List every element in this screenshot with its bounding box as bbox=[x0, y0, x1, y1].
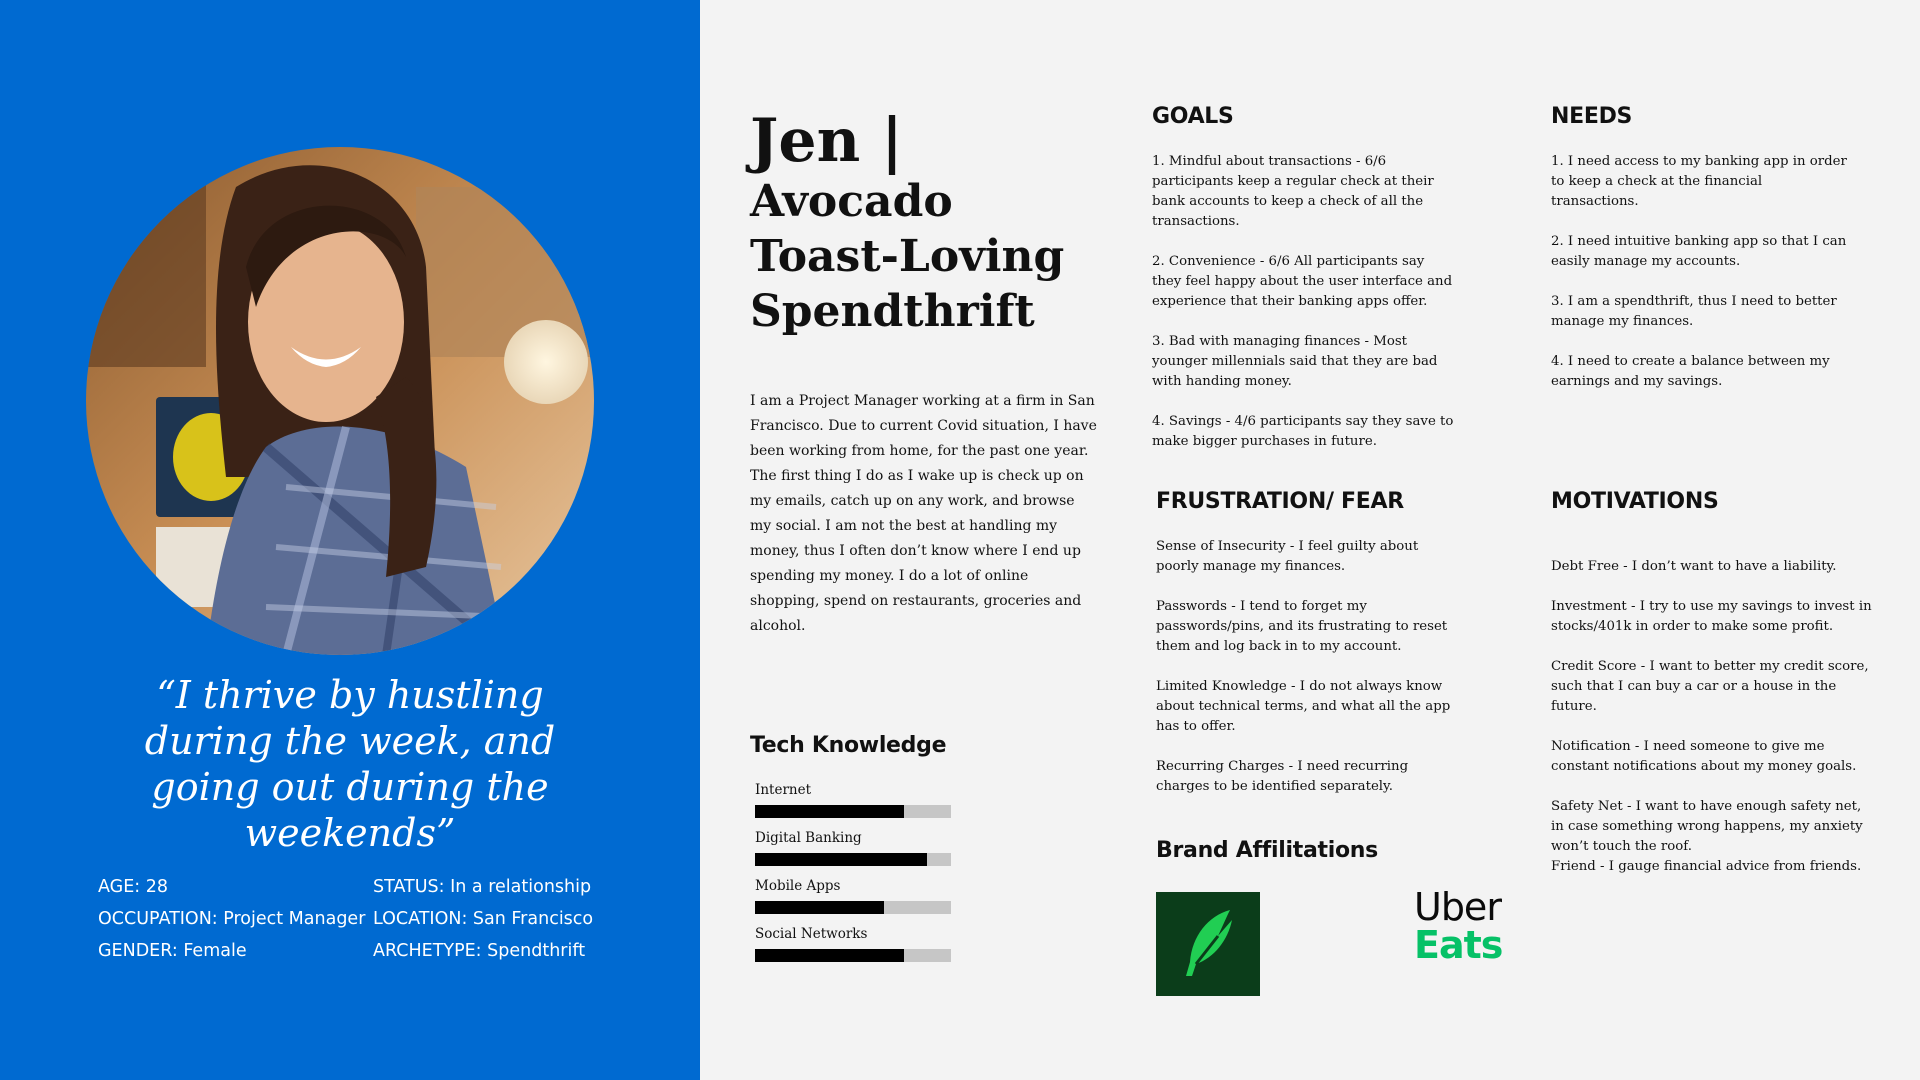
uber-eats-logo bbox=[1414, 885, 1503, 967]
frustration-item: Passwords - I tend to forget my passwords/pins, and its frustrating to reset them and log back in to my account. bbox=[1156, 599, 1448, 654]
persona-quote: “I thrive by hustling during the week, and going out during the weekends” bbox=[144, 673, 556, 855]
goal-item: 3. Bad with managing finances - Most younger millennials said that they are bad with handing money. bbox=[1152, 334, 1438, 389]
goal-item: 2. Convenience - 6/6 All participants say they feel happy about the user interface and experience that their banking apps offer. bbox=[1152, 254, 1453, 309]
tech-label: Internet bbox=[755, 782, 812, 798]
tech-row bbox=[755, 780, 955, 828]
motivation-item: Investment - I try to use my savings to invest in stocks/401k in order to make some profit. bbox=[1551, 599, 1872, 634]
motivation-item: Debt Free - I don’t want to have a liability. bbox=[1551, 559, 1837, 574]
tech-row bbox=[755, 924, 955, 972]
frustration-item: Sense of Insecurity - I feel guilty about poorly manage my finances. bbox=[1156, 539, 1419, 574]
demographics-col-2 bbox=[373, 871, 593, 967]
motivation-item: Safety Net - I want to have enough safety net, in case something wrong happens, my anxiety won’t touch the roof. bbox=[1551, 799, 1863, 854]
need-item: 4. I need to create a balance between my earnings and my savings. bbox=[1551, 354, 1830, 389]
tech-knowledge-bars bbox=[755, 780, 955, 972]
tech-bar-fill bbox=[755, 949, 904, 962]
tech-bar-fill bbox=[755, 853, 927, 866]
need-item: 3. I am a spendthrift, thus I need to better manage my finances. bbox=[1551, 294, 1837, 329]
frustration-item: Recurring Charges - I need recurring charges to be identified separately. bbox=[1156, 759, 1409, 794]
goal-item: 4. Savings - 4/6 participants say they save to make bigger purchases in future. bbox=[1152, 414, 1454, 449]
tech-bar-track bbox=[755, 805, 951, 818]
tech-label: Social Networks bbox=[755, 926, 868, 942]
location-label: LOCATION: San Francisco bbox=[373, 909, 594, 929]
goals-heading: GOALS bbox=[1152, 104, 1234, 129]
occupation-label: OCCUPATION: Project Manager bbox=[98, 909, 366, 929]
tech-bar-fill bbox=[755, 901, 884, 914]
status-label: STATUS: In a relationship bbox=[373, 877, 592, 897]
tech-row bbox=[755, 828, 955, 876]
tech-bar-track bbox=[755, 853, 951, 866]
demographics-col-1 bbox=[98, 871, 365, 967]
tech-row bbox=[755, 876, 955, 924]
uber-word: Uber bbox=[1414, 885, 1501, 929]
portrait-image bbox=[86, 147, 594, 655]
tech-label: Mobile Apps bbox=[755, 878, 841, 894]
need-item: 1. I need access to my banking app in order to keep a check at the financial transactions. bbox=[1551, 154, 1847, 209]
tech-bar-track bbox=[755, 949, 951, 962]
motivation-item: Credit Score - I want to better my credit score, such that I can buy a car or a house in the future. bbox=[1551, 659, 1869, 714]
tech-bar-fill bbox=[755, 805, 904, 818]
need-item: 2. I need intuitive banking app so that I can easily manage my accounts. bbox=[1551, 234, 1847, 269]
motivations-list bbox=[1551, 557, 1876, 897]
gender-label: GENDER: Female bbox=[98, 941, 247, 961]
age-label: AGE: 28 bbox=[98, 877, 169, 897]
goal-item: 1. Mindful about transactions - 6/6 participants keep a regular check at their bank accounts to keep a check of all the transactions. bbox=[1152, 154, 1434, 229]
persona-name: Jen | bbox=[750, 106, 903, 176]
frustration-list bbox=[1156, 537, 1461, 817]
left-panel bbox=[0, 0, 700, 1080]
archetype-label: ARCHETYPE: Spendthrift bbox=[373, 941, 586, 961]
goals-list bbox=[1152, 152, 1457, 472]
needs-heading: NEEDS bbox=[1551, 104, 1633, 129]
brand-heading: Brand Affilitations bbox=[1156, 838, 1378, 863]
frustration-heading: FRUSTRATION/ FEAR bbox=[1156, 489, 1404, 514]
motivation-item: Friend - I gauge financial advice from friends. bbox=[1551, 859, 1862, 874]
motivations-heading: MOTIVATIONS bbox=[1551, 489, 1719, 514]
persona-bio: I am a Project Manager working at a firm in San Francisco. Due to current Covid situation, I have been working from home, for the past one year. The first thing I do as I wake up is check up on my emails, catch up on any work, and browse my social. I am not the best at handling my money, thus I often don’t know where I end up spending my money. I do a lot of online shopping, spend on restaurants, groceries and alcohol. bbox=[750, 393, 1097, 634]
portrait-photo bbox=[86, 147, 594, 655]
robinhood-feather-icon bbox=[1156, 892, 1260, 996]
needs-list bbox=[1551, 152, 1851, 412]
persona-subtitle: Avocado Toast-Loving Spendthrift bbox=[750, 176, 1065, 337]
tech-knowledge-heading: Tech Knowledge bbox=[750, 733, 947, 758]
tech-label: Digital Banking bbox=[755, 830, 862, 846]
frustration-item: Limited Knowledge - I do not always know about technical terms, and what all the app has to offer. bbox=[1156, 679, 1451, 734]
eats-word: Eats bbox=[1414, 923, 1503, 967]
tech-bar-track bbox=[755, 901, 951, 914]
robinhood-logo bbox=[1156, 892, 1260, 996]
motivation-item: Notification - I need someone to give me constant notifications about my money goals. bbox=[1551, 739, 1857, 774]
